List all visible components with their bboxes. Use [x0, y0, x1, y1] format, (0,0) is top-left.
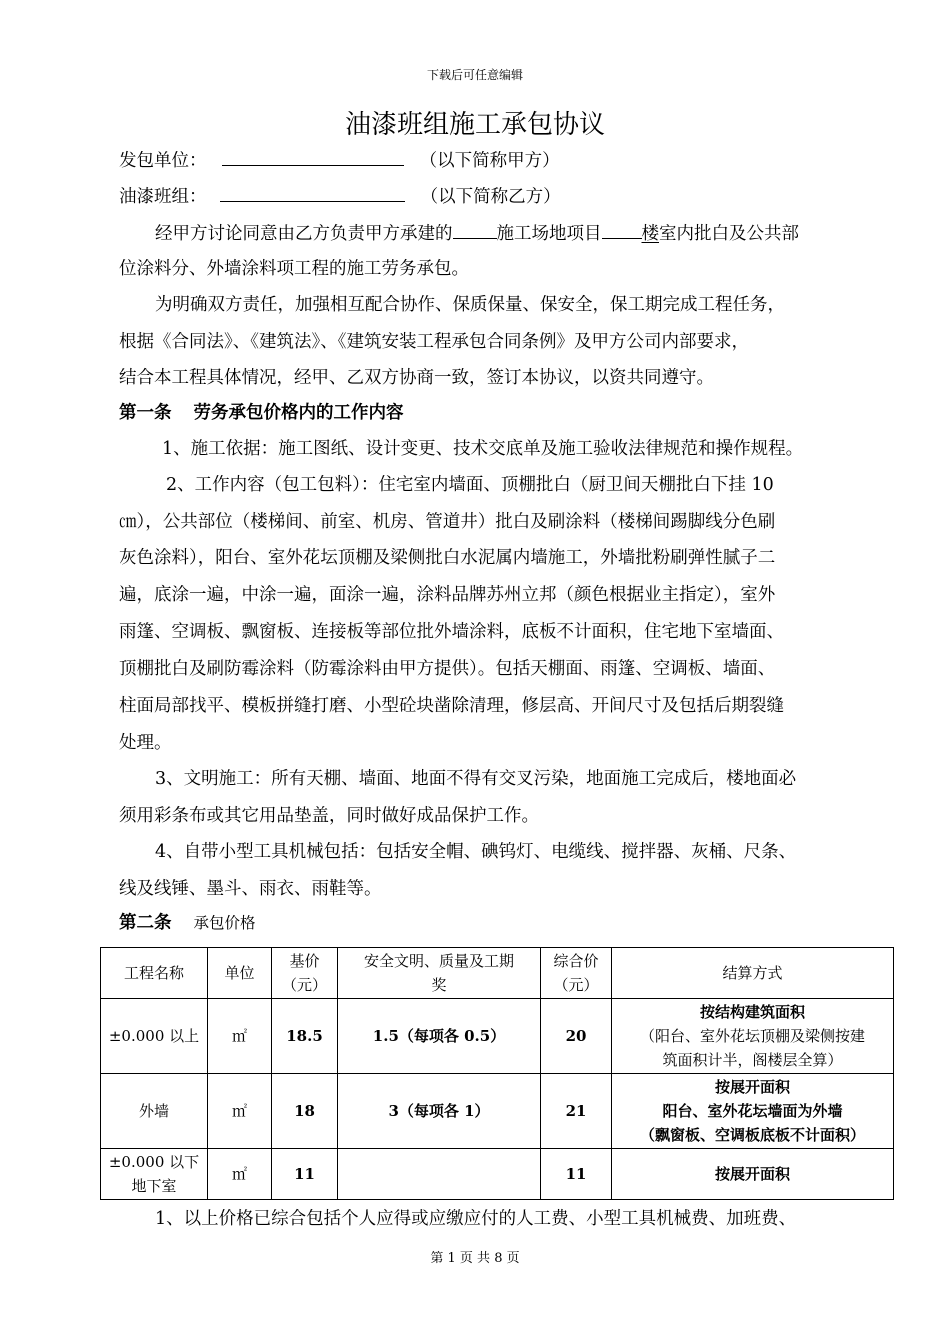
article-2-heading — [119, 911, 256, 935]
cell-method: 按展开面积 — [612, 1149, 894, 1200]
cell-unit: ㎡ — [208, 1074, 272, 1149]
header-name: 工程名称 — [101, 948, 208, 999]
article-1-item-4-line-1: 4、自带小型工具机械包括：包括安全帽、碘钨灯、电缆线、搅拌器、灰桶、尺条、 — [155, 842, 797, 862]
party-b-label: 油漆班组： — [119, 187, 207, 207]
article-1-item-1: 1、施工依据：施工图纸、设计变更、技术交底单及施工验收法律规范和操作规程。 — [162, 439, 804, 459]
document-title: 油漆班组施工承包协议 — [344, 110, 605, 140]
intro-text-b: 施工场地项目 — [496, 224, 602, 244]
header-total: 综合价 （元） — [541, 948, 612, 999]
page-footer: 第 1 页 共 8 页 — [430, 1251, 520, 1266]
purpose-line-3: 结合本工程具体情况，经甲、乙双方协商一致，签订本协议，以资共同遵守。 — [119, 368, 714, 388]
cell-base: 18.5 — [272, 999, 338, 1074]
article-1-item-2-line-7: 柱面局部找平、模板拼缝打磨、小型砼块凿除清理，修层高、开间尺寸及包括后期裂缝 — [119, 696, 784, 716]
article-1-item-2-line-1: 2、工作内容（包工包料）：住宅室内墙面、顶棚批白（厨卫间天棚批白下挂 10 — [166, 475, 774, 495]
party-a-line — [119, 147, 560, 173]
cell-total: 21 — [541, 1074, 612, 1149]
cell-method: 按展开面积 阳台、室外花坛墙面为外墙 （飘窗板、空调板底板不计面积） — [612, 1074, 894, 1149]
table-row — [101, 1074, 894, 1149]
party-b-blank — [220, 183, 405, 202]
intro-text-c: 楼 — [641, 224, 659, 244]
party-b-line — [119, 183, 561, 209]
cell-bonus — [338, 1149, 541, 1200]
page-header: 下载后可任意编辑 — [426, 68, 523, 82]
intro-line-1 — [155, 220, 799, 246]
article-2-number: 第二条 — [119, 913, 172, 933]
intro-text-d: 室内批白及公共部 — [659, 224, 799, 244]
header-bonus: 安全文明、质量及工期 奖 — [338, 948, 541, 999]
article-1-item-3-line-1: 3、文明施工：所有天棚、墙面、地面不得有交叉污染，地面施工完成后，楼地面必 — [155, 769, 797, 789]
header-method: 结算方式 — [612, 948, 894, 999]
cell-total: 11 — [541, 1149, 612, 1200]
table-row — [101, 1149, 894, 1200]
purpose-line-2: 根据《合同法》、《建筑法》、《建筑安装工程承包合同条例》及甲方公司内部要求， — [119, 332, 749, 352]
article-1-item-2-line-8: 处理。 — [119, 733, 172, 753]
article-2-title: 承包价格 — [193, 914, 256, 932]
article-1-number: 第一条 — [119, 403, 172, 423]
cell-unit: ㎡ — [208, 999, 272, 1074]
article-1-item-3-line-2: 须用彩条布或其它用品垫盖，同时做好成品保护工作。 — [119, 806, 539, 826]
cell-name: 外墙 — [101, 1074, 208, 1149]
cell-method: 按结构建筑面积 （阳台、室外花坛顶棚及梁侧按建 筑面积计半，阁楼层全算） — [612, 999, 894, 1074]
table-row — [101, 999, 894, 1074]
cell-bonus: 3（每项各 1） — [338, 1074, 541, 1149]
intro-text-a: 经甲方讨论同意由乙方负责甲方承建的 — [155, 224, 453, 244]
price-table — [100, 947, 894, 1200]
table-header-row — [101, 948, 894, 999]
cell-total: 20 — [541, 999, 612, 1074]
purpose-line-1: 为明确双方责任，加强相互配合协作、保质保量、保安全，保工期完成工程任务， — [155, 295, 785, 315]
building-blank — [602, 220, 642, 239]
project-blank — [453, 220, 497, 239]
article-1-item-2-line-5: 雨篷、空调板、飘窗板、连接板等部位批外墙涂料，底板不计面积，住宅地下室墙面、 — [119, 622, 784, 642]
cell-bonus: 1.5（每项各 0.5） — [338, 999, 541, 1074]
article-1-item-2-line-3: 灰色涂料），阳台、室外花坛顶棚及梁侧批白水泥属内墙施工，外墙批粉刷弹性腻子二 — [119, 548, 776, 568]
article-1-item-2-line-2: ㎝），公共部位（楼梯间、前室、机房、管道井）批白及刷涂料（楼梯间踢脚线分色刷 — [119, 512, 776, 532]
intro-line-2: 位涂料分、外墙涂料项工程的施工劳务承包。 — [119, 259, 469, 279]
cell-base: 11 — [272, 1149, 338, 1200]
article-1-item-2-line-4: 遍，底涂一遍，中涂一遍，面涂一遍，涂料品牌苏州立邦（颜色根据业主指定），室外 — [119, 585, 776, 605]
party-b-suffix: （以下简称乙方） — [420, 187, 561, 207]
article-1-item-2-line-6: 顶棚批白及刷防霉涂料（防霉涂料由甲方提供）。包括天棚面、雨篷、空调板、墙面、 — [119, 659, 776, 679]
header-unit: 单位 — [208, 948, 272, 999]
cell-name: ±0.000 以上 — [101, 999, 208, 1074]
article-1-item-4-line-2: 线及线锤、墨斗、雨衣、雨鞋等。 — [119, 879, 382, 899]
cell-base: 18 — [272, 1074, 338, 1149]
article-1-title: 劳务承包价格内的工作内容 — [193, 403, 404, 423]
party-a-blank — [222, 147, 404, 166]
party-a-suffix: （以下简称甲方） — [419, 151, 560, 171]
cell-unit: ㎡ — [208, 1149, 272, 1200]
cell-name: ±0.000 以下 地下室 — [101, 1149, 208, 1200]
article-1-heading — [119, 401, 404, 425]
party-a-label: 发包单位： — [119, 151, 207, 171]
after-table-note: 1、以上价格已综合包括个人应得或应缴应付的人工费、小型工具机械费、加班费、 — [155, 1209, 797, 1229]
header-base: 基价 （元） — [272, 948, 338, 999]
